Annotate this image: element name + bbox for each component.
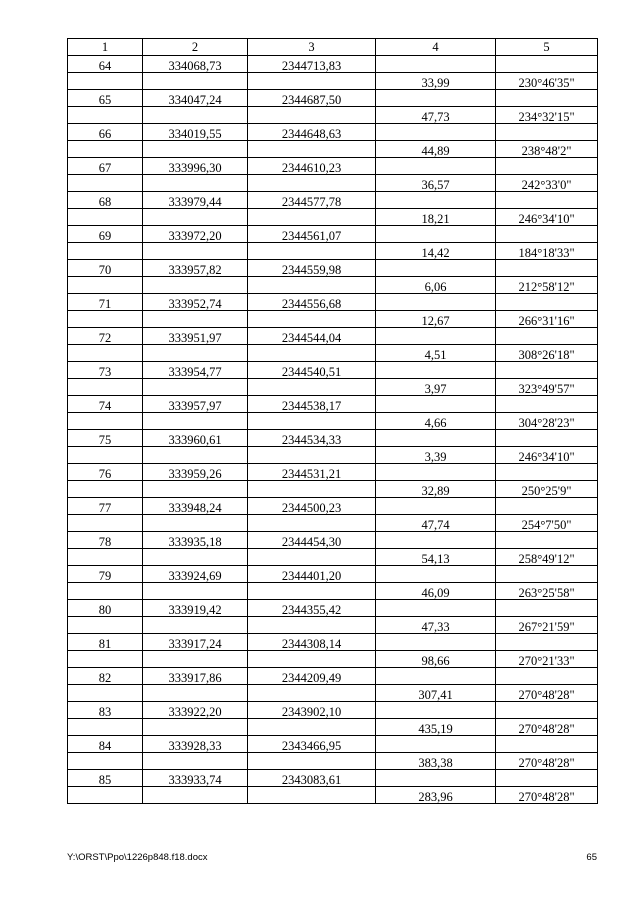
segment-row xyxy=(68,515,598,532)
point-number-cell: 71 xyxy=(68,294,143,311)
empty-cell xyxy=(143,685,248,702)
empty-cell xyxy=(143,141,248,158)
x-coordinate-cell: 333957,82 xyxy=(143,260,248,277)
empty-cell xyxy=(143,345,248,362)
empty-cell xyxy=(248,209,376,226)
y-coordinate-cell: 2343466,95 xyxy=(248,736,376,753)
empty-cell xyxy=(376,226,496,243)
segment-length-cell: 32,89 xyxy=(376,481,496,498)
direction-angle-cell: 212°58'12" xyxy=(496,277,598,294)
x-coordinate-cell: 333919,42 xyxy=(143,600,248,617)
x-coordinate-cell: 333935,18 xyxy=(143,532,248,549)
empty-cell xyxy=(496,158,598,175)
empty-cell xyxy=(68,141,143,158)
point-number-cell: 70 xyxy=(68,260,143,277)
x-coordinate-cell: 333957,97 xyxy=(143,396,248,413)
point-number-cell: 75 xyxy=(68,430,143,447)
y-coordinate-cell: 2344534,33 xyxy=(248,430,376,447)
empty-cell xyxy=(248,617,376,634)
empty-cell xyxy=(248,345,376,362)
empty-cell xyxy=(248,379,376,396)
empty-cell xyxy=(376,736,496,753)
x-coordinate-cell: 333928,33 xyxy=(143,736,248,753)
segment-row xyxy=(68,447,598,464)
empty-cell xyxy=(248,243,376,260)
empty-cell xyxy=(68,651,143,668)
segment-length-cell: 3,39 xyxy=(376,447,496,464)
direction-angle-cell: 308°26'18" xyxy=(496,345,598,362)
point-row xyxy=(68,396,598,413)
empty-cell xyxy=(376,634,496,651)
empty-cell xyxy=(68,719,143,736)
empty-cell xyxy=(68,583,143,600)
empty-cell xyxy=(376,464,496,481)
empty-cell xyxy=(248,73,376,90)
empty-cell xyxy=(143,787,248,804)
direction-angle-cell: 270°21'33" xyxy=(496,651,598,668)
empty-cell xyxy=(68,277,143,294)
point-row xyxy=(68,498,598,515)
direction-angle-cell: 270°48'28" xyxy=(496,685,598,702)
empty-cell xyxy=(143,583,248,600)
segment-row xyxy=(68,719,598,736)
empty-cell xyxy=(376,566,496,583)
segment-length-cell: 98,66 xyxy=(376,651,496,668)
empty-cell xyxy=(248,515,376,532)
y-coordinate-cell: 2344610,23 xyxy=(248,158,376,175)
segment-row xyxy=(68,311,598,328)
segment-length-cell: 47,33 xyxy=(376,617,496,634)
empty-cell xyxy=(248,413,376,430)
empty-cell xyxy=(68,753,143,770)
empty-cell xyxy=(496,260,598,277)
empty-cell xyxy=(376,158,496,175)
empty-cell xyxy=(496,464,598,481)
x-coordinate-cell: 333954,77 xyxy=(143,362,248,379)
point-row xyxy=(68,192,598,209)
x-coordinate-cell: 333948,24 xyxy=(143,498,248,515)
y-coordinate-cell: 2344401,20 xyxy=(248,566,376,583)
direction-angle-cell: 238°48'2" xyxy=(496,141,598,158)
x-coordinate-cell: 333917,24 xyxy=(143,634,248,651)
y-coordinate-cell: 2344687,50 xyxy=(248,90,376,107)
point-number-cell: 81 xyxy=(68,634,143,651)
empty-cell xyxy=(68,481,143,498)
empty-cell xyxy=(376,498,496,515)
point-row xyxy=(68,702,598,719)
segment-length-cell: 435,19 xyxy=(376,719,496,736)
point-row xyxy=(68,736,598,753)
empty-cell xyxy=(68,413,143,430)
empty-cell xyxy=(248,549,376,566)
point-number-cell: 64 xyxy=(68,56,143,73)
segment-length-cell: 283,96 xyxy=(376,787,496,804)
empty-cell xyxy=(496,124,598,141)
segment-length-cell: 33,99 xyxy=(376,73,496,90)
empty-cell xyxy=(143,311,248,328)
page-footer xyxy=(67,852,597,866)
empty-cell xyxy=(248,787,376,804)
direction-angle-cell: 250°25'9" xyxy=(496,481,598,498)
segment-row xyxy=(68,413,598,430)
empty-cell xyxy=(68,345,143,362)
direction-angle-cell: 234°32'15" xyxy=(496,107,598,124)
header-cell: 5 xyxy=(496,39,598,56)
segment-length-cell: 46,09 xyxy=(376,583,496,600)
x-coordinate-cell: 333933,74 xyxy=(143,770,248,787)
empty-cell xyxy=(143,481,248,498)
direction-angle-cell: 270°48'28" xyxy=(496,753,598,770)
empty-cell xyxy=(143,243,248,260)
empty-cell xyxy=(496,396,598,413)
segment-row xyxy=(68,141,598,158)
empty-cell xyxy=(376,56,496,73)
empty-cell xyxy=(248,141,376,158)
direction-angle-cell: 230°46'35" xyxy=(496,73,598,90)
empty-cell xyxy=(496,56,598,73)
point-row xyxy=(68,226,598,243)
segment-row xyxy=(68,617,598,634)
empty-cell xyxy=(496,600,598,617)
footer-page-number: 65 xyxy=(586,852,597,863)
empty-cell xyxy=(376,396,496,413)
empty-cell xyxy=(143,107,248,124)
segment-row xyxy=(68,583,598,600)
segment-row xyxy=(68,379,598,396)
y-coordinate-cell: 2344577,78 xyxy=(248,192,376,209)
empty-cell xyxy=(496,498,598,515)
x-coordinate-cell: 333979,44 xyxy=(143,192,248,209)
header-cell: 1 xyxy=(68,39,143,56)
point-number-cell: 82 xyxy=(68,668,143,685)
direction-angle-cell: 266°31'16" xyxy=(496,311,598,328)
segment-row xyxy=(68,175,598,192)
empty-cell xyxy=(376,90,496,107)
segment-row xyxy=(68,787,598,804)
empty-cell xyxy=(376,702,496,719)
empty-cell xyxy=(496,192,598,209)
table-header-row xyxy=(68,39,598,56)
empty-cell xyxy=(248,447,376,464)
y-coordinate-cell: 2344559,98 xyxy=(248,260,376,277)
point-number-cell: 67 xyxy=(68,158,143,175)
point-number-cell: 78 xyxy=(68,532,143,549)
point-row xyxy=(68,124,598,141)
empty-cell xyxy=(376,260,496,277)
segment-row xyxy=(68,209,598,226)
direction-angle-cell: 246°34'10" xyxy=(496,209,598,226)
header-cell: 2 xyxy=(143,39,248,56)
empty-cell xyxy=(143,719,248,736)
y-coordinate-cell: 2344561,07 xyxy=(248,226,376,243)
segment-length-cell: 14,42 xyxy=(376,243,496,260)
y-coordinate-cell: 2343083,61 xyxy=(248,770,376,787)
direction-angle-cell: 267°21'59" xyxy=(496,617,598,634)
segment-row xyxy=(68,549,598,566)
point-row xyxy=(68,532,598,549)
point-row xyxy=(68,294,598,311)
x-coordinate-cell: 333917,86 xyxy=(143,668,248,685)
y-coordinate-cell: 2344556,68 xyxy=(248,294,376,311)
empty-cell xyxy=(496,362,598,379)
empty-cell xyxy=(68,447,143,464)
segment-length-cell: 3,97 xyxy=(376,379,496,396)
direction-angle-cell: 258°49'12" xyxy=(496,549,598,566)
segment-row xyxy=(68,277,598,294)
y-coordinate-cell: 2344544,04 xyxy=(248,328,376,345)
segment-length-cell: 383,38 xyxy=(376,753,496,770)
direction-angle-cell: 263°25'58" xyxy=(496,583,598,600)
point-row xyxy=(68,566,598,583)
empty-cell xyxy=(496,736,598,753)
segment-length-cell: 54,13 xyxy=(376,549,496,566)
empty-cell xyxy=(376,668,496,685)
point-row xyxy=(68,600,598,617)
header-cell: 4 xyxy=(376,39,496,56)
empty-cell xyxy=(248,753,376,770)
empty-cell xyxy=(248,277,376,294)
point-number-cell: 72 xyxy=(68,328,143,345)
empty-cell xyxy=(376,430,496,447)
x-coordinate-cell: 334047,24 xyxy=(143,90,248,107)
point-row xyxy=(68,260,598,277)
direction-angle-cell: 270°48'28" xyxy=(496,787,598,804)
point-number-cell: 74 xyxy=(68,396,143,413)
empty-cell xyxy=(68,175,143,192)
empty-cell xyxy=(496,90,598,107)
segment-length-cell: 18,21 xyxy=(376,209,496,226)
empty-cell xyxy=(376,600,496,617)
direction-angle-cell: 242°33'0" xyxy=(496,175,598,192)
empty-cell xyxy=(248,651,376,668)
empty-cell xyxy=(68,243,143,260)
empty-cell xyxy=(496,770,598,787)
x-coordinate-cell: 333924,69 xyxy=(143,566,248,583)
empty-cell xyxy=(143,175,248,192)
segment-row xyxy=(68,243,598,260)
empty-cell xyxy=(248,175,376,192)
segment-length-cell: 6,06 xyxy=(376,277,496,294)
empty-cell xyxy=(143,515,248,532)
empty-cell xyxy=(143,447,248,464)
empty-cell xyxy=(248,481,376,498)
empty-cell xyxy=(496,294,598,311)
empty-cell xyxy=(496,634,598,651)
point-number-cell: 76 xyxy=(68,464,143,481)
empty-cell xyxy=(143,617,248,634)
empty-cell xyxy=(68,209,143,226)
point-number-cell: 66 xyxy=(68,124,143,141)
x-coordinate-cell: 333972,20 xyxy=(143,226,248,243)
x-coordinate-cell: 333952,74 xyxy=(143,294,248,311)
segment-length-cell: 44,89 xyxy=(376,141,496,158)
segment-length-cell: 12,67 xyxy=(376,311,496,328)
empty-cell xyxy=(248,583,376,600)
segment-row xyxy=(68,73,598,90)
empty-cell xyxy=(248,311,376,328)
empty-cell xyxy=(496,702,598,719)
segment-row xyxy=(68,753,598,770)
point-row xyxy=(68,430,598,447)
empty-cell xyxy=(143,73,248,90)
empty-cell xyxy=(68,549,143,566)
y-coordinate-cell: 2344531,21 xyxy=(248,464,376,481)
x-coordinate-cell: 333996,30 xyxy=(143,158,248,175)
empty-cell xyxy=(68,617,143,634)
direction-angle-cell: 270°48'28" xyxy=(496,719,598,736)
empty-cell xyxy=(68,73,143,90)
empty-cell xyxy=(496,226,598,243)
point-row xyxy=(68,464,598,481)
point-number-cell: 79 xyxy=(68,566,143,583)
point-number-cell: 77 xyxy=(68,498,143,515)
segment-row xyxy=(68,651,598,668)
point-number-cell: 68 xyxy=(68,192,143,209)
segment-row xyxy=(68,107,598,124)
x-coordinate-cell: 333960,61 xyxy=(143,430,248,447)
direction-angle-cell: 254°7'50" xyxy=(496,515,598,532)
empty-cell xyxy=(248,685,376,702)
point-row xyxy=(68,668,598,685)
segment-length-cell: 47,74 xyxy=(376,515,496,532)
point-number-cell: 69 xyxy=(68,226,143,243)
empty-cell xyxy=(143,651,248,668)
y-coordinate-cell: 2343902,10 xyxy=(248,702,376,719)
x-coordinate-cell: 334068,73 xyxy=(143,56,248,73)
point-number-cell: 80 xyxy=(68,600,143,617)
segment-row xyxy=(68,481,598,498)
y-coordinate-cell: 2344500,23 xyxy=(248,498,376,515)
empty-cell xyxy=(143,413,248,430)
x-coordinate-cell: 333959,26 xyxy=(143,464,248,481)
y-coordinate-cell: 2344538,17 xyxy=(248,396,376,413)
x-coordinate-cell: 334019,55 xyxy=(143,124,248,141)
footer-file-path: Y:\ORST\Ppo\1226p848.f18.docx xyxy=(67,852,208,863)
empty-cell xyxy=(496,328,598,345)
empty-cell xyxy=(143,209,248,226)
point-row xyxy=(68,90,598,107)
y-coordinate-cell: 2344454,30 xyxy=(248,532,376,549)
empty-cell xyxy=(376,770,496,787)
empty-cell xyxy=(143,379,248,396)
y-coordinate-cell: 2344209,49 xyxy=(248,668,376,685)
empty-cell xyxy=(143,753,248,770)
y-coordinate-cell: 2344540,51 xyxy=(248,362,376,379)
coordinates-table-body xyxy=(68,39,598,804)
header-cell: 3 xyxy=(248,39,376,56)
segment-length-cell: 307,41 xyxy=(376,685,496,702)
empty-cell xyxy=(376,294,496,311)
y-coordinate-cell: 2344648,63 xyxy=(248,124,376,141)
point-number-cell: 83 xyxy=(68,702,143,719)
empty-cell xyxy=(376,532,496,549)
y-coordinate-cell: 2344713,83 xyxy=(248,56,376,73)
x-coordinate-cell: 333922,20 xyxy=(143,702,248,719)
point-number-cell: 85 xyxy=(68,770,143,787)
empty-cell xyxy=(68,685,143,702)
point-number-cell: 65 xyxy=(68,90,143,107)
point-number-cell: 73 xyxy=(68,362,143,379)
point-row xyxy=(68,56,598,73)
empty-cell xyxy=(248,107,376,124)
point-row xyxy=(68,158,598,175)
empty-cell xyxy=(496,566,598,583)
point-number-cell: 84 xyxy=(68,736,143,753)
point-row xyxy=(68,328,598,345)
point-row xyxy=(68,634,598,651)
y-coordinate-cell: 2344355,42 xyxy=(248,600,376,617)
segment-length-cell: 4,51 xyxy=(376,345,496,362)
segment-length-cell: 36,57 xyxy=(376,175,496,192)
empty-cell xyxy=(68,107,143,124)
direction-angle-cell: 304°28'23" xyxy=(496,413,598,430)
y-coordinate-cell: 2344308,14 xyxy=(248,634,376,651)
empty-cell xyxy=(376,124,496,141)
empty-cell xyxy=(143,549,248,566)
empty-cell xyxy=(376,328,496,345)
segment-row xyxy=(68,345,598,362)
empty-cell xyxy=(496,532,598,549)
direction-angle-cell: 323°49'57" xyxy=(496,379,598,396)
empty-cell xyxy=(496,668,598,685)
empty-cell xyxy=(68,787,143,804)
point-row xyxy=(68,770,598,787)
segment-length-cell: 47,73 xyxy=(376,107,496,124)
empty-cell xyxy=(68,311,143,328)
point-row xyxy=(68,362,598,379)
direction-angle-cell: 184°18'33" xyxy=(496,243,598,260)
segment-length-cell: 4,66 xyxy=(376,413,496,430)
empty-cell xyxy=(376,192,496,209)
empty-cell xyxy=(376,362,496,379)
direction-angle-cell: 246°34'10" xyxy=(496,447,598,464)
empty-cell xyxy=(496,430,598,447)
x-coordinate-cell: 333951,97 xyxy=(143,328,248,345)
empty-cell xyxy=(143,277,248,294)
empty-cell xyxy=(248,719,376,736)
empty-cell xyxy=(68,515,143,532)
coordinates-table xyxy=(67,38,598,804)
empty-cell xyxy=(68,379,143,396)
segment-row xyxy=(68,685,598,702)
